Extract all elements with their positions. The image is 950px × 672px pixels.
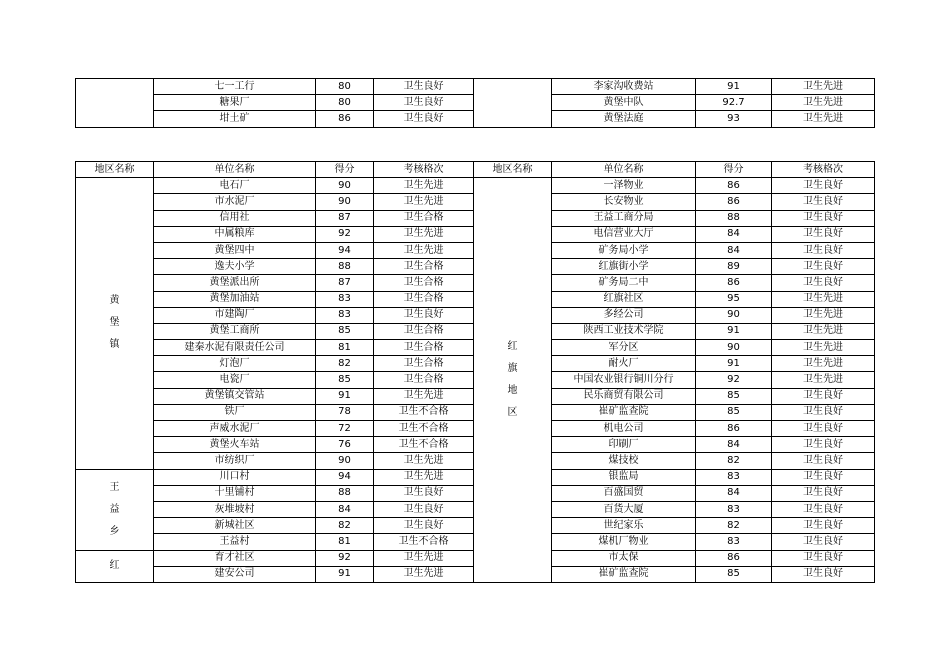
- region-char: 地: [507, 385, 518, 397]
- right-grade: 卫生良好: [772, 421, 875, 437]
- left-score: 87: [316, 210, 374, 226]
- region-char: 区: [507, 407, 518, 419]
- right-grade: 卫生良好: [772, 469, 875, 485]
- left-unit-name: 新城社区: [154, 518, 316, 534]
- column-header: 地区名称: [76, 162, 154, 178]
- right-score: 86: [696, 421, 772, 437]
- left-grade: 卫生不合格: [374, 421, 474, 437]
- table-row: [76, 79, 875, 95]
- left-unit-name: 铁厂: [154, 404, 316, 420]
- right-grade: 卫生良好: [772, 437, 875, 453]
- right-score: 86: [696, 178, 772, 194]
- left-score: 92: [316, 550, 374, 566]
- left-score: 80: [316, 95, 374, 111]
- right-unit-name: 王益工商分局: [552, 210, 696, 226]
- right-grade: 卫生良好: [772, 534, 875, 550]
- right-grade: 卫生良好: [772, 485, 875, 501]
- right-grade: 卫生良好: [772, 275, 875, 291]
- left-score: 91: [316, 566, 374, 582]
- right-unit-name: 印刷厂: [552, 437, 696, 453]
- right-grade: 卫生先进: [772, 372, 875, 388]
- left-grade: 卫生不合格: [374, 404, 474, 420]
- region-char: 红: [109, 560, 120, 572]
- left-grade: 卫生不合格: [374, 437, 474, 453]
- column-header: 得分: [316, 162, 374, 178]
- left-score: 91: [316, 388, 374, 404]
- left-unit-name: 逸夫小学: [154, 259, 316, 275]
- left-grade: 卫生良好: [374, 79, 474, 95]
- right-grade: 卫生良好: [772, 404, 875, 420]
- right-grade: 卫生良好: [772, 242, 875, 258]
- left-score: 72: [316, 421, 374, 437]
- right-score: 84: [696, 226, 772, 242]
- right-score: 85: [696, 388, 772, 404]
- left-grade: 卫生合格: [374, 340, 474, 356]
- right-score: 91: [696, 79, 772, 95]
- left-unit-name: 灰堆坡村: [154, 501, 316, 517]
- right-unit-name: 百盛国贸: [552, 485, 696, 501]
- right-unit-name: 崔矿监查院: [552, 566, 696, 582]
- left-score: 90: [316, 178, 374, 194]
- left-score: 85: [316, 372, 374, 388]
- right-score: 86: [696, 275, 772, 291]
- right-score: 91: [696, 323, 772, 339]
- left-grade: 卫生先进: [374, 566, 474, 582]
- column-header: 单位名称: [154, 162, 316, 178]
- region-char: 王: [109, 481, 120, 493]
- right-unit-name: 煤技校: [552, 453, 696, 469]
- left-score: 82: [316, 356, 374, 372]
- right-grade: 卫生良好: [772, 210, 875, 226]
- left-unit-name: 七一工行: [154, 79, 316, 95]
- left-score: 81: [316, 340, 374, 356]
- left-unit-name: 坩土矿: [154, 111, 316, 127]
- left-unit-name: 电瓷厂: [154, 372, 316, 388]
- right-grade: 卫生良好: [772, 178, 875, 194]
- left-unit-name: 建秦水泥有限责任公司: [154, 340, 316, 356]
- left-grade: 卫生先进: [374, 388, 474, 404]
- left-unit-name: 电石厂: [154, 178, 316, 194]
- right-unit-name: 中国农业银行铜川分行: [552, 372, 696, 388]
- region-cell-empty: [76, 79, 154, 128]
- left-score: 94: [316, 469, 374, 485]
- table-row: [76, 178, 875, 194]
- left-unit-name: 中属粮库: [154, 226, 316, 242]
- left-unit-name: 黄堡四中: [154, 242, 316, 258]
- right-score: 84: [696, 242, 772, 258]
- right-unit-name: 民乐商贸有限公司: [552, 388, 696, 404]
- column-header: 得分: [696, 162, 772, 178]
- column-header: 单位名称: [552, 162, 696, 178]
- right-unit-name: 煤机厂物业: [552, 534, 696, 550]
- left-grade: 卫生合格: [374, 356, 474, 372]
- left-unit-name: 信用社: [154, 210, 316, 226]
- left-score: 80: [316, 79, 374, 95]
- column-header: 地区名称: [474, 162, 552, 178]
- region-char: 堡: [109, 317, 120, 329]
- left-grade: 卫生良好: [374, 501, 474, 517]
- right-score: 85: [696, 404, 772, 420]
- left-unit-name: 黄堡加油站: [154, 291, 316, 307]
- right-unit-name: 矿务局小学: [552, 242, 696, 258]
- right-grade: 卫生良好: [772, 259, 875, 275]
- left-grade: 卫生先进: [374, 226, 474, 242]
- right-unit-name: 长安物业: [552, 194, 696, 210]
- right-score: 90: [696, 340, 772, 356]
- left-grade: 卫生合格: [374, 210, 474, 226]
- left-score: 82: [316, 518, 374, 534]
- left-region-cell: [76, 550, 154, 582]
- left-unit-name: 建安公司: [154, 566, 316, 582]
- left-score: 88: [316, 259, 374, 275]
- left-score: 86: [316, 111, 374, 127]
- left-unit-name: 市水泥厂: [154, 194, 316, 210]
- right-unit-name: 崔矿监查院: [552, 404, 696, 420]
- left-unit-name: 灯泡厂: [154, 356, 316, 372]
- region-char: 乡: [109, 525, 120, 537]
- right-score: 92: [696, 372, 772, 388]
- left-grade: 卫生先进: [374, 194, 474, 210]
- left-score: 83: [316, 291, 374, 307]
- left-score: 85: [316, 323, 374, 339]
- top-table: [75, 78, 875, 128]
- region-char: 红: [507, 341, 518, 353]
- left-score: 88: [316, 485, 374, 501]
- right-score: 89: [696, 259, 772, 275]
- left-score: 76: [316, 437, 374, 453]
- right-score: 91: [696, 356, 772, 372]
- left-grade: 卫生不合格: [374, 534, 474, 550]
- left-grade: 卫生合格: [374, 259, 474, 275]
- right-score: 86: [696, 194, 772, 210]
- right-score: 92.7: [696, 95, 772, 111]
- left-score: 81: [316, 534, 374, 550]
- left-unit-name: 王益村: [154, 534, 316, 550]
- right-score: 95: [696, 291, 772, 307]
- right-score: 82: [696, 518, 772, 534]
- left-unit-name: 十里铺村: [154, 485, 316, 501]
- right-unit-name: 耐火厂: [552, 356, 696, 372]
- right-score: 83: [696, 534, 772, 550]
- right-grade: 卫生良好: [772, 453, 875, 469]
- right-score: 93: [696, 111, 772, 127]
- right-grade: 卫生良好: [772, 194, 875, 210]
- left-unit-name: 市建陶厂: [154, 307, 316, 323]
- right-unit-name: 百货大厦: [552, 501, 696, 517]
- right-unit-name: 黄堡法庭: [552, 111, 696, 127]
- right-unit-name: 一泽物业: [552, 178, 696, 194]
- left-score: 90: [316, 194, 374, 210]
- right-grade: 卫生先进: [772, 323, 875, 339]
- right-unit-name: 世纪家乐: [552, 518, 696, 534]
- left-grade: 卫生合格: [374, 372, 474, 388]
- region-cell-empty: [474, 79, 552, 128]
- region-char: 益: [109, 503, 120, 515]
- right-score: 86: [696, 550, 772, 566]
- right-grade: 卫生良好: [772, 388, 875, 404]
- left-unit-name: 育才社区: [154, 550, 316, 566]
- right-grade: 卫生先进: [772, 79, 875, 95]
- left-unit-name: 黄堡派出所: [154, 275, 316, 291]
- left-score: 87: [316, 275, 374, 291]
- right-grade: 卫生先进: [772, 307, 875, 323]
- right-unit-name: 黄堡中队: [552, 95, 696, 111]
- left-score: 92: [316, 226, 374, 242]
- right-grade: 卫生良好: [772, 501, 875, 517]
- region-char: 镇: [109, 339, 120, 351]
- left-region-cell: [76, 178, 154, 469]
- left-score: 78: [316, 404, 374, 420]
- right-unit-name: 红旗社区: [552, 291, 696, 307]
- right-score: 88: [696, 210, 772, 226]
- left-grade: 卫生先进: [374, 469, 474, 485]
- right-grade: 卫生先进: [772, 291, 875, 307]
- left-score: 90: [316, 453, 374, 469]
- right-unit-name: 矿务局二中: [552, 275, 696, 291]
- left-score: 84: [316, 501, 374, 517]
- right-grade: 卫生良好: [772, 518, 875, 534]
- left-grade: 卫生合格: [374, 275, 474, 291]
- right-score: 82: [696, 453, 772, 469]
- right-unit-name: 机电公司: [552, 421, 696, 437]
- left-unit-name: 市纺织厂: [154, 453, 316, 469]
- left-unit-name: 黄堡镇交管站: [154, 388, 316, 404]
- left-unit-name: 川口村: [154, 469, 316, 485]
- region-char: 旗: [507, 363, 518, 375]
- left-unit-name: 黄堡火车站: [154, 437, 316, 453]
- right-unit-name: 多经公司: [552, 307, 696, 323]
- header-row: [76, 162, 875, 178]
- right-grade: 卫生先进: [772, 111, 875, 127]
- right-unit-name: 市太保: [552, 550, 696, 566]
- right-unit-name: 红旗街小学: [552, 259, 696, 275]
- left-unit-name: 声威水泥厂: [154, 421, 316, 437]
- main-table: [75, 161, 875, 583]
- right-grade: 卫生良好: [772, 226, 875, 242]
- left-grade: 卫生合格: [374, 291, 474, 307]
- right-region-cell: [474, 178, 552, 583]
- right-score: 83: [696, 501, 772, 517]
- left-region-cell: [76, 469, 154, 550]
- left-grade: 卫生先进: [374, 453, 474, 469]
- left-grade: 卫生良好: [374, 485, 474, 501]
- right-grade: 卫生先进: [772, 95, 875, 111]
- right-score: 84: [696, 437, 772, 453]
- left-unit-name: 黄堡工商所: [154, 323, 316, 339]
- left-score: 94: [316, 242, 374, 258]
- left-grade: 卫生合格: [374, 323, 474, 339]
- right-grade: 卫生先进: [772, 340, 875, 356]
- left-unit-name: 糖果厂: [154, 95, 316, 111]
- left-grade: 卫生良好: [374, 111, 474, 127]
- right-score: 84: [696, 485, 772, 501]
- right-unit-name: 银监局: [552, 469, 696, 485]
- right-unit-name: 电信营业大厅: [552, 226, 696, 242]
- right-unit-name: 陕西工业技术学院: [552, 323, 696, 339]
- column-header: 考核格次: [374, 162, 474, 178]
- right-score: 90: [696, 307, 772, 323]
- right-score: 83: [696, 469, 772, 485]
- right-unit-name: 李家沟收费站: [552, 79, 696, 95]
- right-unit-name: 军分区: [552, 340, 696, 356]
- right-grade: 卫生先进: [772, 356, 875, 372]
- left-grade: 卫生先进: [374, 550, 474, 566]
- left-grade: 卫生良好: [374, 518, 474, 534]
- column-header: 考核格次: [772, 162, 875, 178]
- left-grade: 卫生先进: [374, 242, 474, 258]
- region-char: 黄: [109, 295, 120, 307]
- right-score: 85: [696, 566, 772, 582]
- left-grade: 卫生良好: [374, 307, 474, 323]
- right-grade: 卫生良好: [772, 550, 875, 566]
- right-grade: 卫生良好: [772, 566, 875, 582]
- left-grade: 卫生先进: [374, 178, 474, 194]
- left-score: 83: [316, 307, 374, 323]
- left-grade: 卫生良好: [374, 95, 474, 111]
